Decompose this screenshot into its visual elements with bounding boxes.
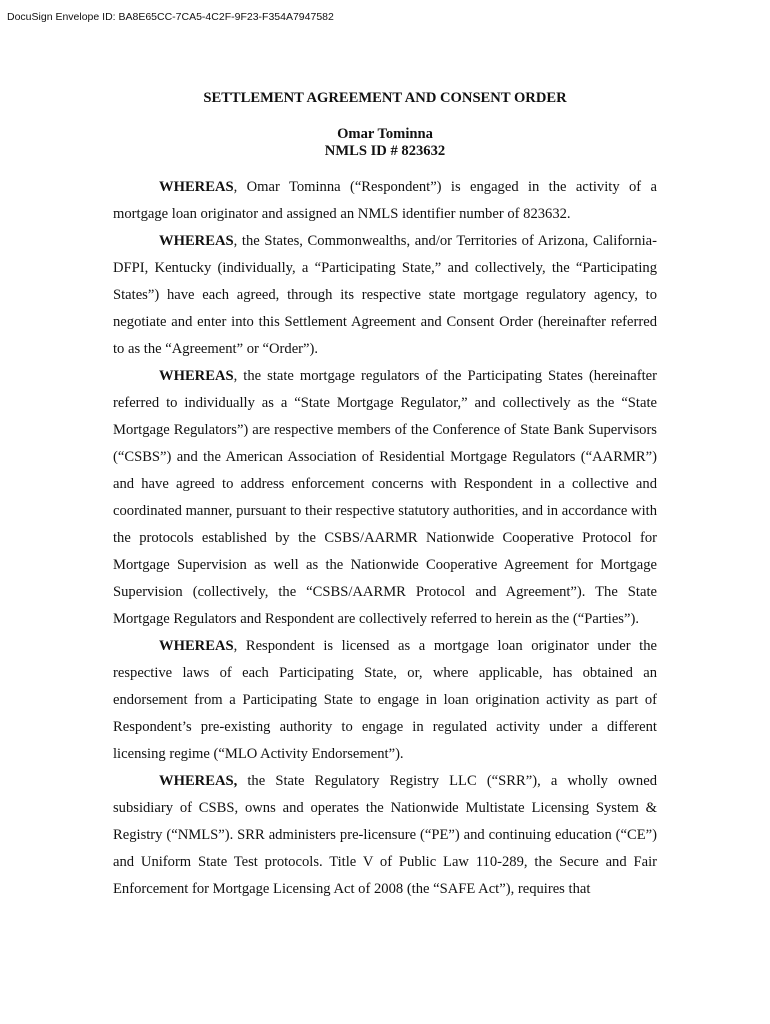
whereas-lead: WHEREAS,: [159, 773, 238, 789]
whereas-lead: WHEREAS: [159, 233, 234, 249]
respondent-name: Omar Tominna: [337, 126, 433, 142]
paragraph-text: the State Regulatory Registry LLC (“SRR”), a wholly owned subsidiary of CSBS, owns and operates the Nationwide Multistate Licensing System & Registry (“NMLS”). SRR administers pre-licensure (“PE”) and continuing education (“CE”) and Uniform State Test protocols. Title V of Public Law 110-289, the Secure and Fair Enforcement for Mortgage Licensing Act of 2008 (the “SAFE Act”), requires that: [113, 773, 657, 897]
paragraph-text: , Respondent is licensed as a mortgage loan originator under the respective laws of each Participating State, or, where applicable, has obtained an endorsement from a Participating State to engage in loan origination activity as part of Respondent’s pre-existing authority to engage in regulated activity under a different licensing regime (“MLO Activity Endorsement”).: [113, 638, 657, 762]
whereas-paragraph-2: [113, 228, 657, 363]
document-body: [113, 90, 657, 903]
whereas-paragraph-4: [113, 633, 657, 768]
whereas-paragraph-3: [113, 363, 657, 633]
whereas-paragraph-5: [113, 768, 657, 903]
whereas-lead: WHEREAS: [159, 179, 234, 195]
respondent-block: [113, 126, 657, 160]
whereas-lead: WHEREAS: [159, 638, 234, 654]
whereas-paragraph-1: [113, 174, 657, 228]
document-title: SETTLEMENT AGREEMENT AND CONSENT ORDER: [203, 90, 567, 106]
whereas-lead: WHEREAS: [159, 368, 234, 384]
paragraph-text: , the States, Commonwealths, and/or Territories of Arizona, California-DFPI, Kentucky (individually, a “Participating State,” and collectively, the “Participating States”) have each agreed, through its respective state mortgage regulatory agency, to negotiate and enter into this Settlement Agreement and Consent Order (hereinafter referred to as the “Agreement” or “Order”).: [113, 233, 657, 357]
paragraph-text: , Omar Tominna (“Respondent”) is engaged in the activity of a mortgage loan originator and assigned an NMLS identifier number of 823632.: [113, 179, 657, 222]
docusign-envelope-id: DocuSign Envelope ID: BA8E65CC-7CA5-4C2F-9F23-F354A7947582: [7, 11, 334, 23]
paragraph-text: , the state mortgage regulators of the Participating States (hereinafter referred to individually as a “State Mortgage Regulator,” and collectively as the “State Mortgage Regulators”) are respective members of the Conference of State Bank Supervisors (“CSBS”) and the American Association of Residential Mortgage Regulators (“AARMR”) and have agreed to address enforcement concerns with Respondent in a collective and coordinated manner, pursuant to their respective statutory authorities, and in accordance with the protocols established by the CSBS/AARMR Nationwide Cooperative Protocol for Mortgage Supervision as well as the Nationwide Cooperative Agreement for Mortgage Supervision (collectively, the “CSBS/AARMR Protocol and Agreement”). The State Mortgage Regulators and Respondent are collectively referred to herein as the (“Parties”).: [113, 368, 657, 627]
nmls-id: NMLS ID # 823632: [324, 143, 446, 159]
